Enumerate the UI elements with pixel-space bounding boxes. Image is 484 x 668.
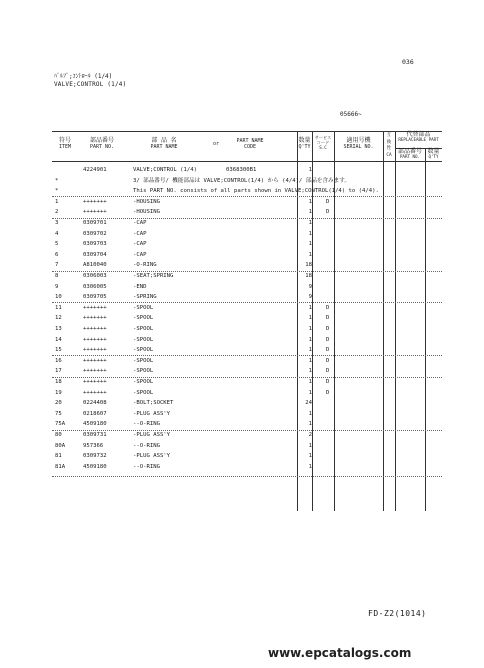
header-part-name: 部 品 名 PART NAME <box>150 137 178 150</box>
item-number: 19 <box>55 389 62 396</box>
part-number: 0309732 <box>83 453 107 460</box>
item-number: 5 <box>55 241 59 248</box>
item-number: 14 <box>55 336 62 343</box>
part-name: 3/ 部品番号/ 機能部品は VALVE;CONTROL(1/4) から (4/4)/ 部品を含みます。 <box>133 177 350 184</box>
item-number: 6 <box>55 251 59 258</box>
quantity: 1 <box>308 326 312 332</box>
table-row <box>0 430 484 440</box>
part-name: -SPOOL <box>133 347 154 354</box>
quantity: 1 <box>308 167 312 173</box>
quantity: 9 <box>308 294 312 301</box>
part-name: --O-RING <box>133 442 160 449</box>
item-number: 16 <box>55 357 62 364</box>
table-row <box>0 207 484 217</box>
table-row <box>0 324 484 334</box>
service-code: D <box>326 315 330 322</box>
item-number: * <box>55 177 59 184</box>
quantity: 1 <box>308 220 312 226</box>
part-number: +++++++ <box>83 379 107 385</box>
item-number: 18 <box>55 379 62 385</box>
part-name: -SPOOL <box>133 315 154 322</box>
item-number: 4 <box>55 230 59 237</box>
item-number: 2 <box>55 209 59 216</box>
header-replaceable-part: 代替部品 REPLACEABLE PART <box>398 131 439 142</box>
part-name: -SPOOL <box>133 326 154 332</box>
item-number: 81A <box>55 463 66 470</box>
item-number: 75 <box>55 410 62 417</box>
part-name: -SPOOL <box>133 389 154 396</box>
table-row <box>0 335 484 345</box>
table-row <box>0 398 484 408</box>
table-row <box>0 218 484 228</box>
part-number: +++++++ <box>83 315 107 322</box>
part-number: A810040 <box>83 262 107 269</box>
part-number: +++++++ <box>83 389 107 396</box>
table-row <box>0 197 484 207</box>
part-number: +++++++ <box>83 368 107 375</box>
part-name: -PLUG ASS'Y <box>133 432 171 438</box>
quantity: 1 <box>308 209 312 216</box>
part-number: 0309705 <box>83 294 107 301</box>
title-english: VALVE;CONTROL (1/4) <box>54 81 127 88</box>
part-number: 4509180 <box>83 421 107 428</box>
part-number: 4224901 <box>83 167 107 173</box>
quantity: 1 <box>308 410 312 417</box>
part-number: +++++++ <box>83 198 107 205</box>
part-name: -PLUG ASS'Y <box>133 410 171 417</box>
title-japanese: ﾊﾞﾙﾌﾞ;ｺﾝﾄﾛｰﾙ (1/4) <box>54 73 113 80</box>
part-name: -BOLT;SOCKET <box>133 400 174 407</box>
item-number: 17 <box>55 368 62 375</box>
table-row <box>0 260 484 270</box>
quantity: 1 <box>308 315 312 322</box>
table-row <box>0 303 484 313</box>
part-name: -SPOOL <box>133 357 154 364</box>
item-number: 3 <box>55 220 59 226</box>
table-row <box>0 419 484 429</box>
item-number: 15 <box>55 347 62 354</box>
quantity: 1 <box>308 421 312 428</box>
table-row <box>0 462 484 472</box>
service-code: D <box>326 209 330 216</box>
part-name: -CAP <box>133 241 147 248</box>
part-number: 0309704 <box>83 251 107 258</box>
table-row <box>0 282 484 292</box>
service-code: D <box>326 357 330 364</box>
part-name: This PART NO. consists of all parts shown in VALVE;CONTROL(1/4) to (4/4). <box>133 188 379 195</box>
page-footer-code: FD-Z2(1014) <box>368 609 427 618</box>
table-row <box>0 239 484 249</box>
service-code: D <box>326 389 330 396</box>
quantity: 1 <box>308 379 312 385</box>
part-name: -SPOOL <box>133 304 154 311</box>
header-compatibility: 互換性 CA <box>386 133 392 158</box>
header-part-no: 部品番号 PART NO. <box>89 137 115 150</box>
page-number: 036 <box>402 58 414 66</box>
part-name: -HOUSING <box>133 209 160 216</box>
part-number: 0309731 <box>83 432 107 438</box>
item-number: 20 <box>55 400 62 407</box>
part-name: -HOUSING <box>133 198 160 205</box>
service-code: D <box>326 198 330 205</box>
part-name: VALVE;CONTROL (1/4) <box>133 167 197 173</box>
serial-range: 05666~ <box>340 111 362 118</box>
header-repl-qty: 数量 Q'TY <box>427 148 440 159</box>
quantity: 9 <box>308 283 312 290</box>
part-name: -SEAT;SPRING <box>133 273 174 279</box>
quantity: 1 <box>308 442 312 449</box>
part-number: +++++++ <box>83 326 107 332</box>
header-or: or <box>212 141 220 147</box>
part-name: -CAP <box>133 230 147 237</box>
header-service-code: サービス コード S.C <box>314 135 332 150</box>
table-row <box>0 292 484 302</box>
table-row <box>0 366 484 376</box>
item-number: 9 <box>55 283 59 290</box>
item-number: 80 <box>55 432 62 438</box>
part-number: 4509180 <box>83 463 107 470</box>
service-code: D <box>326 368 330 375</box>
quantity: 1 <box>308 463 312 470</box>
table-row <box>0 229 484 239</box>
table-row <box>0 409 484 419</box>
item-number: 13 <box>55 326 62 332</box>
quantity: 1 <box>308 230 312 237</box>
part-name: -SPOOL <box>133 336 154 343</box>
quantity: 24 <box>305 400 312 407</box>
header-code: PART NAME CODE <box>236 138 264 150</box>
quantity: 1 <box>308 389 312 396</box>
quantity: 1 <box>308 368 312 375</box>
table-end-rule <box>52 476 442 477</box>
table-row <box>0 377 484 387</box>
part-name: --O-RING <box>133 463 160 470</box>
service-code: D <box>326 347 330 354</box>
table-row <box>0 250 484 260</box>
part-name: -CAP <box>133 220 147 226</box>
header-serial-no: 適用号機 SERIAL NO. <box>343 137 374 150</box>
table-row <box>0 176 484 186</box>
part-name: -SPOOL <box>133 368 154 375</box>
quantity: 1 <box>308 304 312 311</box>
part-number: 957366 <box>83 442 104 449</box>
service-code: D <box>326 379 330 385</box>
quantity: 18 <box>305 273 312 279</box>
header-item: 符号 ITEM <box>58 137 72 150</box>
part-name: -O-RING <box>133 262 157 269</box>
quantity: 1 <box>308 251 312 258</box>
quantity: 1 <box>308 336 312 343</box>
item-number: 80A <box>55 442 66 449</box>
header-repl-part-no: 部品番号 PART NO. <box>397 148 422 159</box>
service-code: D <box>326 326 330 332</box>
part-number: 0218607 <box>83 410 107 417</box>
header-qty: 数量 Q'TY <box>298 137 311 150</box>
table-row <box>0 345 484 355</box>
table-row <box>0 165 484 175</box>
service-code: D <box>326 304 330 311</box>
item-number: 7 <box>55 262 59 269</box>
part-number: 0309701 <box>83 220 107 226</box>
table-row <box>0 441 484 451</box>
table-row <box>0 186 484 196</box>
quantity: 1 <box>308 241 312 248</box>
quantity: 2 <box>308 432 312 438</box>
table-row <box>0 313 484 323</box>
item-number: 75A <box>55 421 66 428</box>
part-number: +++++++ <box>83 304 107 311</box>
watermark: www.epcatalogs.com <box>268 646 412 660</box>
part-number: 0224408 <box>83 400 107 407</box>
table-row <box>0 451 484 461</box>
part-name: --O-RING <box>133 421 160 428</box>
quantity: 1 <box>308 198 312 205</box>
item-number: 1 <box>55 198 59 205</box>
part-number: +++++++ <box>83 336 107 343</box>
part-name: -PLUG ASS'Y <box>133 453 171 460</box>
service-code: D <box>326 336 330 343</box>
quantity: 18 <box>305 262 312 269</box>
part-number: +++++++ <box>83 357 107 364</box>
quantity: 1 <box>308 357 312 364</box>
part-number: 0306003 <box>83 273 107 279</box>
part-name: -SPRING <box>133 294 157 301</box>
item-number: 10 <box>55 294 62 301</box>
part-number: +++++++ <box>83 347 107 354</box>
part-name: -END <box>133 283 147 290</box>
item-number: 12 <box>55 315 62 322</box>
item-number: 8 <box>55 273 59 279</box>
item-number: 81 <box>55 453 62 460</box>
part-code: 0368300B1 <box>226 167 257 173</box>
quantity: 1 <box>308 347 312 354</box>
part-number: 0309703 <box>83 241 107 248</box>
table-row <box>0 271 484 281</box>
part-name: -CAP <box>133 251 147 258</box>
part-number: 0306005 <box>83 283 107 290</box>
item-number: 11 <box>55 304 62 311</box>
part-number: 0309702 <box>83 230 107 237</box>
table-row <box>0 388 484 398</box>
part-name: -SPOOL <box>133 379 154 385</box>
item-number: * <box>55 188 59 195</box>
table-row <box>0 356 484 366</box>
part-number: +++++++ <box>83 209 107 216</box>
quantity: 1 <box>308 453 312 460</box>
